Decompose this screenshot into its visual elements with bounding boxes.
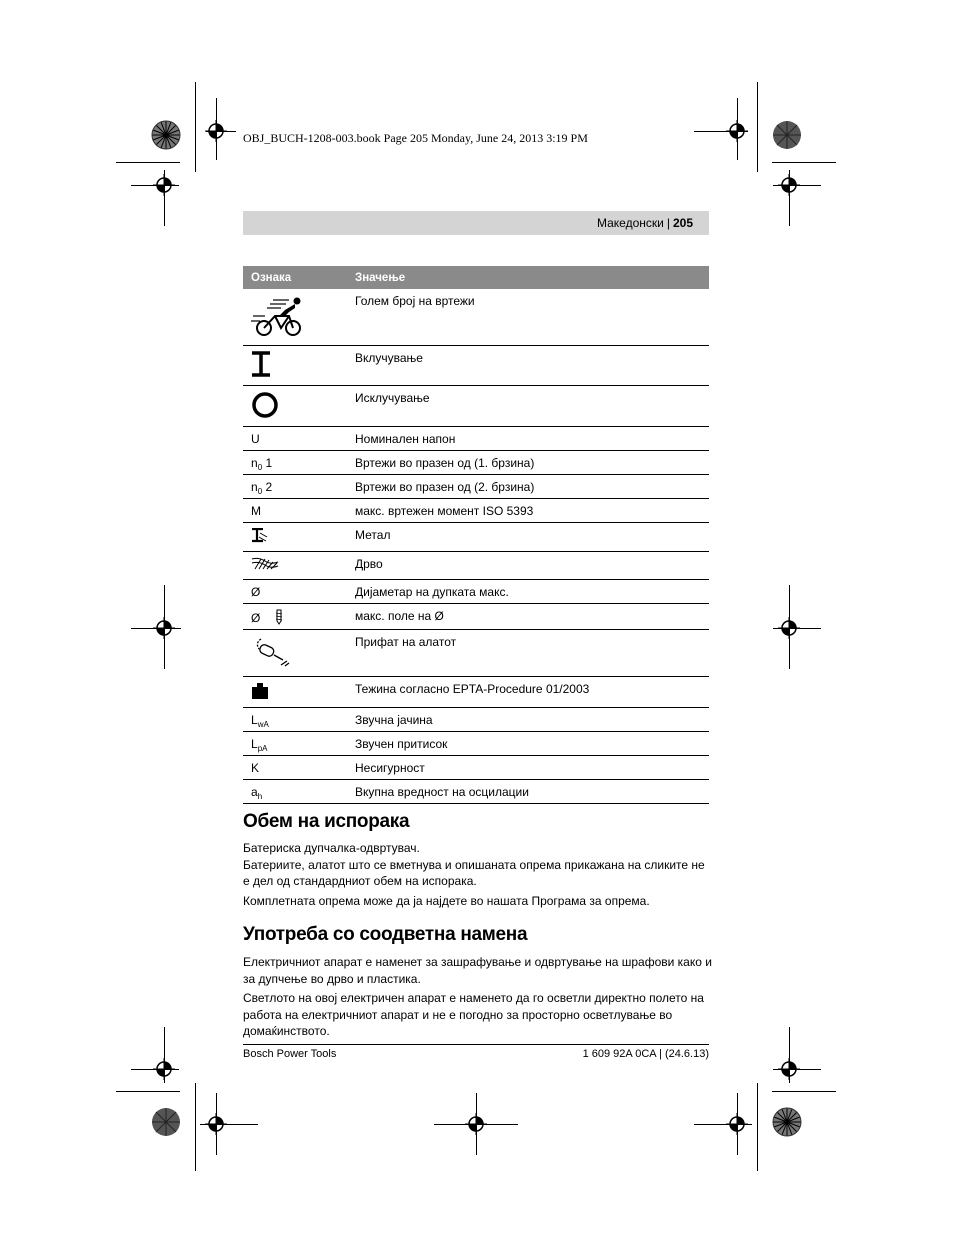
- power-off-icon: [251, 391, 279, 419]
- symbol-cell: [243, 523, 347, 552]
- power-on-icon: [251, 351, 271, 377]
- meaning-cell: Несигурност: [347, 756, 709, 780]
- print-info-line: OBJ_BUCH-1208-003.book Page 205 Monday, June 24, 2013 3:19 PM: [243, 131, 588, 145]
- registration-target-icon: [778, 174, 800, 196]
- high-speed-cyclist-icon: [251, 294, 311, 338]
- delivery-line-3: Комплетната опрема може да ја најдете во нашата Програма за опрема.: [243, 893, 650, 908]
- meaning-cell: Тежина согласно EPTA-Procedure 01/2003: [347, 677, 709, 708]
- registration-target-icon: [778, 1058, 800, 1080]
- meaning-cell: Вкупна вредност на осцилации: [347, 780, 709, 804]
- column-header-meaning: Значење: [347, 266, 709, 289]
- table-row: [243, 523, 709, 552]
- section-heading-delivery: Обем на испорака: [243, 811, 410, 832]
- star-target-icon: [151, 1107, 181, 1137]
- star-target-icon: [772, 120, 802, 150]
- table-row: [243, 552, 709, 580]
- symbol-cell: [243, 289, 347, 346]
- table-row: [243, 427, 709, 451]
- symbol-cell: $n_0$ 1: [243, 451, 347, 475]
- symbol-cell: $a_h$: [243, 780, 347, 804]
- table-row: [243, 732, 709, 756]
- registration-target-icon: [153, 174, 175, 196]
- footer-brand: Bosch Power Tools: [243, 1048, 337, 1060]
- meaning-cell: Прифат на алатот: [347, 630, 709, 677]
- star-target-icon: [772, 1107, 802, 1137]
- registration-target-icon: [726, 1113, 748, 1135]
- registration-target-icon: [153, 1058, 175, 1080]
- meaning-cell: Вртежи во празен од (2. брзина): [347, 475, 709, 499]
- intended-use-text-2: Светлото на овој електричен апарат е наменето да го осветли директно полето на работа на електричниот апарат и не е погодно за просторно осветлување во домаќинството.: [243, 991, 704, 1038]
- table-row: [243, 346, 709, 386]
- symbol-table: [243, 266, 709, 804]
- page-number: 205: [672, 216, 693, 230]
- running-header: [243, 211, 709, 235]
- meaning-cell: макс. поле на Ø: [347, 604, 709, 630]
- registration-target-icon: [465, 1113, 487, 1135]
- page-footer: [243, 1044, 709, 1060]
- footer-doc-number: 1 609 92A 0CA | (24.6.13): [582, 1048, 709, 1060]
- symbol-cell: $n_0$ 2: [243, 475, 347, 499]
- table-row: [243, 386, 709, 427]
- screw-icon: [274, 609, 284, 625]
- tool-holder-icon: [251, 635, 291, 669]
- symbol-cell: [243, 386, 347, 427]
- delivery-line-2: Батериите, алатот што се вметнува и опишаната опрема прикажана на сликите не е дел од стандардниот обем на испорака.: [243, 857, 705, 888]
- intended-use-text-1: Електричниот апарат е наменет за зашрафување и одвртување на шрафови како и за дупчење во дрво и пластика.: [243, 955, 712, 986]
- symbol-cell: Ø: [243, 580, 347, 604]
- meaning-cell: Исклучување: [347, 386, 709, 427]
- meaning-cell: Вклучување: [347, 346, 709, 386]
- weight-icon: [251, 682, 269, 700]
- table-row: [243, 630, 709, 677]
- registration-target-icon: [205, 120, 227, 142]
- symbol-cell: [243, 346, 347, 386]
- table-row: [243, 289, 709, 346]
- symbol-cell: [243, 552, 347, 580]
- star-target-icon: [151, 120, 181, 150]
- meaning-cell: Номинален напон: [347, 427, 709, 451]
- table-row: [243, 475, 709, 499]
- symbol-cell: [243, 677, 347, 708]
- meaning-cell: Звучна јачина: [347, 708, 709, 732]
- meaning-cell: Голем број на вртежи: [347, 289, 709, 346]
- meaning-cell: Метал: [347, 523, 709, 552]
- table-row: [243, 499, 709, 523]
- metal-icon: [251, 528, 269, 544]
- meaning-cell: Звучен притисок: [347, 732, 709, 756]
- table-row: [243, 604, 709, 630]
- header-language: Македонски: [596, 216, 664, 230]
- registration-target-icon: [778, 617, 800, 639]
- symbol-cell: U: [243, 427, 347, 451]
- delivery-paragraphs: [243, 840, 713, 909]
- table-row: [243, 708, 709, 732]
- column-header-symbol: Ознака: [243, 266, 347, 289]
- symbol-cell: K: [243, 756, 347, 780]
- registration-target-icon: [205, 1113, 227, 1135]
- meaning-cell: макс. вртежен момент ISO 5393: [347, 499, 709, 523]
- wood-icon: [251, 557, 279, 571]
- table-row: [243, 756, 709, 780]
- header-separator: |: [666, 216, 670, 230]
- symbol-cell: [243, 630, 347, 677]
- table-header-row: [243, 266, 709, 289]
- meaning-cell: Дрво: [347, 552, 709, 580]
- registration-target-icon: [726, 120, 748, 142]
- table-row: [243, 451, 709, 475]
- symbol-cell: M: [243, 499, 347, 523]
- symbol-cell: Ø: [243, 604, 347, 630]
- section-heading-intended-use: Употреба со соодветна намена: [243, 924, 528, 945]
- meaning-cell: Вртежи во празен од (1. брзина): [347, 451, 709, 475]
- table-row: [243, 677, 709, 708]
- table-row: [243, 580, 709, 604]
- symbol-cell: $L_{pA}$: [243, 732, 347, 756]
- symbol-cell: $L_{wA}$: [243, 708, 347, 732]
- table-row: [243, 780, 709, 804]
- intended-use-paragraphs: [243, 954, 713, 1040]
- meaning-cell: Дијаметар на дупката макс.: [347, 580, 709, 604]
- delivery-line-1: Батериска дупчалка-одвртувач.: [243, 841, 420, 855]
- registration-target-icon: [153, 617, 175, 639]
